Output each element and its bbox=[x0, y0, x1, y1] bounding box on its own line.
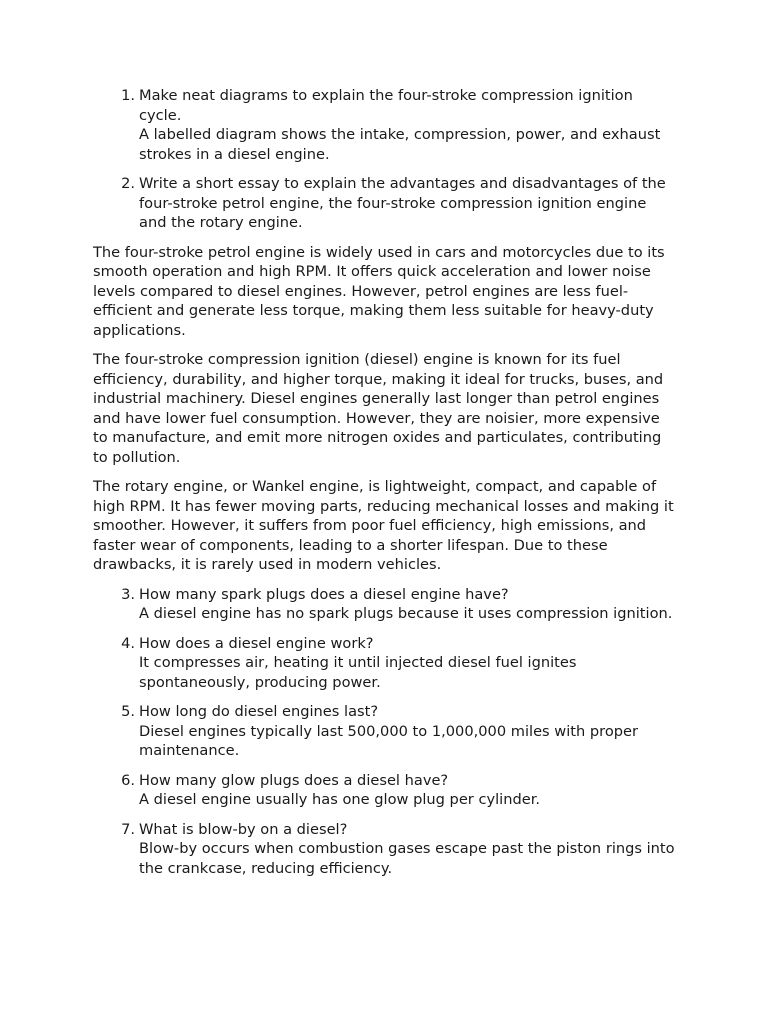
list-item bbox=[93, 634, 676, 693]
item-number: 2. bbox=[121, 175, 135, 192]
answer-text: A diesel engine has no spark plugs because it uses compression ignition. bbox=[139, 605, 673, 622]
list-item bbox=[93, 820, 676, 879]
question-text: How does a diesel engine work? bbox=[139, 634, 374, 652]
list-item bbox=[93, 771, 676, 810]
question-text: Write a short essay to explain the advantages and disadvantages of the four-stroke petrol engine, the four-stroke compression ignition engine and the rotary engine. bbox=[139, 175, 666, 231]
question-text: What is blow-by on a diesel? bbox=[139, 820, 348, 838]
paragraph-rotary-engine: The rotary engine, or Wankel engine, is lightweight, compact, and capable of high RPM. It has fewer moving parts, reducing mechanical losses and making it smoother. However, it suffers from poor fuel efficiency, high emissions, and faster wear of components, leading to a shorter lifespan. Due to these drawbacks, it is rarely used in modern vehicles. bbox=[93, 478, 674, 573]
paragraph-diesel-engine: The four-stroke compression ignition (diesel) engine is known for its fuel efficiency, durability, and higher torque, making it ideal for trucks, buses, and industrial machinery. Diesel engines generally last longer than petrol engines and have lower fuel consumption. However, they are noisier, more expensive to manufacture, and emit more nitrogen oxides and particulates, contributing to pollution. bbox=[93, 351, 664, 466]
list-item bbox=[93, 702, 676, 761]
item-number: 4. bbox=[121, 634, 135, 652]
answer-text: Blow-by occurs when combustion gases escape past the piston rings into the crankcase, reducing efficiency. bbox=[139, 840, 675, 877]
answer-text: A labelled diagram shows the intake, compression, power, and exhaust strokes in a diesel engine. bbox=[139, 126, 661, 163]
list-item bbox=[93, 86, 676, 164]
answer-text: Diesel engines typically last 500,000 to 1,000,000 miles with proper maintenance. bbox=[139, 722, 639, 759]
item-number: 6. bbox=[121, 771, 135, 789]
item-number: 1. bbox=[121, 87, 135, 104]
item-number: 7. bbox=[121, 820, 135, 838]
question-list-top bbox=[93, 86, 676, 233]
question-list-bottom bbox=[93, 585, 676, 879]
answer-text: It compresses air, heating it until injected diesel fuel ignites spontaneously, producing power. bbox=[139, 654, 577, 691]
question-text: How many glow plugs does a diesel have? bbox=[139, 771, 449, 789]
item-number: 3. bbox=[121, 585, 135, 603]
paragraph-petrol-engine: The four-stroke petrol engine is widely used in cars and motorcycles due to its smooth operation and high RPM. It offers quick acceleration and lower noise levels compared to diesel engines. However, petrol engines are less fuel-efficient and generate less torque, making them less suitable for heavy-duty applications. bbox=[93, 243, 665, 339]
question-text: How long do diesel engines last? bbox=[139, 703, 379, 720]
question-text: Make neat diagrams to explain the four-stroke compression ignition cycle. bbox=[139, 87, 633, 124]
list-item bbox=[93, 585, 676, 624]
question-text: How many spark plugs does a diesel engine have? bbox=[139, 585, 509, 603]
item-number: 5. bbox=[121, 703, 135, 720]
answer-text: A diesel engine usually has one glow plug per cylinder. bbox=[139, 791, 540, 808]
list-item bbox=[93, 174, 676, 233]
